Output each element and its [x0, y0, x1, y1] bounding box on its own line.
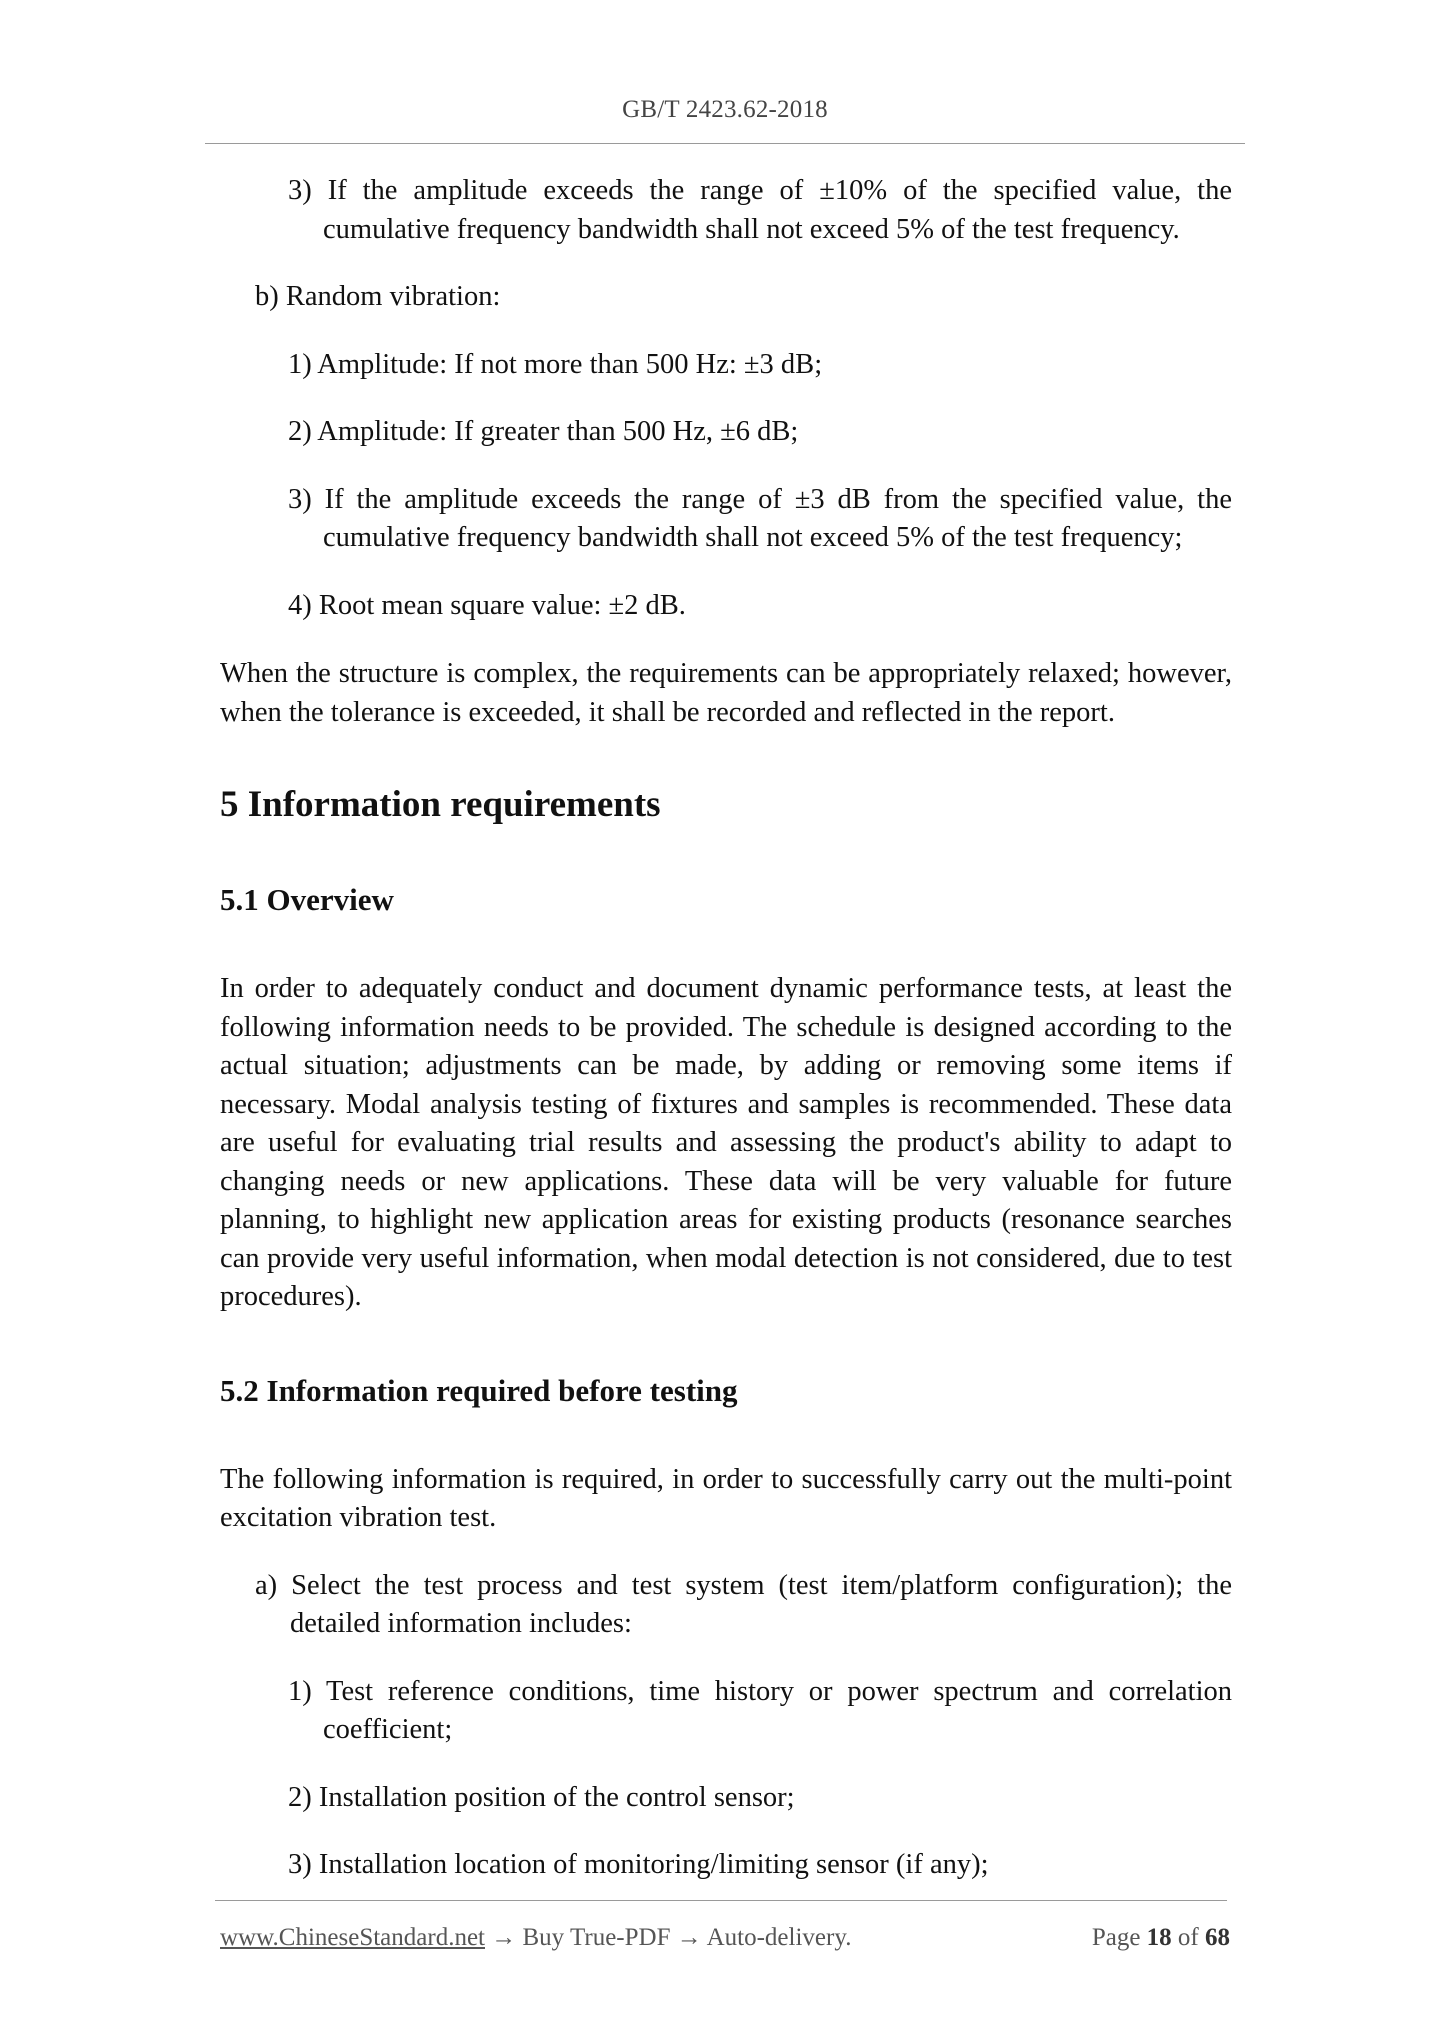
page-of: of [1177, 1924, 1199, 1951]
list-item-b4: 4) Root mean square value: ±2 dB. [288, 589, 686, 621]
footer-divider [215, 1900, 1227, 1901]
list-item-a3: 3) If the amplitude exceeds the range of ±10% of the specified value, the cumulative frequency bandwidth shall not exceed 5% of the test frequency. [288, 175, 1232, 245]
document-header-id: GB/T 2423.62-2018 [622, 96, 828, 123]
list-item-a: a) Select the test process and test system (test item/platform configuration); the detailed information includes: [255, 1569, 1232, 1639]
delivery-text: Auto-delivery. [706, 1924, 852, 1951]
list-item-a2: 2) Installation position of the control sensor; [288, 1781, 795, 1813]
buy-text: Buy True-PDF [522, 1924, 671, 1951]
info-required-paragraph: The following information is required, in order to successfully carry out the multi-point excitation vibration test. [220, 1463, 1232, 1533]
chinesestandard-link[interactable]: www.ChineseStandard.net [220, 1924, 485, 1951]
arrow-right-icon: → [491, 1924, 517, 1951]
page-number [1092, 1924, 1230, 1952]
section-5-1-heading: 5.1 Overview [220, 882, 394, 917]
list-item-b-heading: b) Random vibration: [255, 281, 501, 312]
relaxation-paragraph: When the structure is complex, the requirements can be appropriately relaxed; however, when the tolerance is exceeded, it shall be recorded and reflected in the report. [220, 658, 1232, 728]
arrow-right-icon: → [676, 1924, 702, 1951]
page-total: 68 [1205, 1924, 1230, 1951]
page-content [220, 172, 1232, 1885]
list-item-a3-sensor: 3) Installation location of monitoring/limiting sensor (if any); [288, 1849, 989, 1880]
page-footer [220, 1924, 1230, 1952]
section-5-heading: 5 Information requirements [220, 784, 661, 825]
list-item-a1: 1) Test reference conditions, time history or power spectrum and correlation coefficient; [288, 1675, 1232, 1745]
list-item-b3: 3) If the amplitude exceeds the range of ±3 dB from the specified value, the cumulative frequency bandwidth shall not exceed 5% of the test frequency; [288, 483, 1232, 553]
section-5-2-heading: 5.2 Information required before testing [220, 1372, 738, 1408]
overview-paragraph: In order to adequately conduct and document dynamic performance tests, at least the following information needs to be provided. The schedule is designed according to the actual situation; adjustments can be made, by adding or removing some items if necessary. Modal analysis testing of fixtures and samples is recommended. These data are useful for evaluating trial results and assessing the product's ability to adapt to changing needs or new applications. These data will be very valuable for future planning, to highlight new application areas for existing products (resonance searches can provide very useful information, when modal detection is not considered, due to test procedures). [220, 973, 1232, 1312]
footer-promo [220, 1924, 851, 1952]
list-item-b1: 1) Amplitude: If not more than 500 Hz: ±3 dB; [288, 348, 823, 380]
page-label: Page [1091, 1924, 1141, 1951]
page-current: 18 [1146, 1924, 1172, 1951]
header-divider [205, 143, 1245, 144]
list-item-b2: 2) Amplitude: If greater than 500 Hz, ±6 dB; [288, 416, 799, 447]
